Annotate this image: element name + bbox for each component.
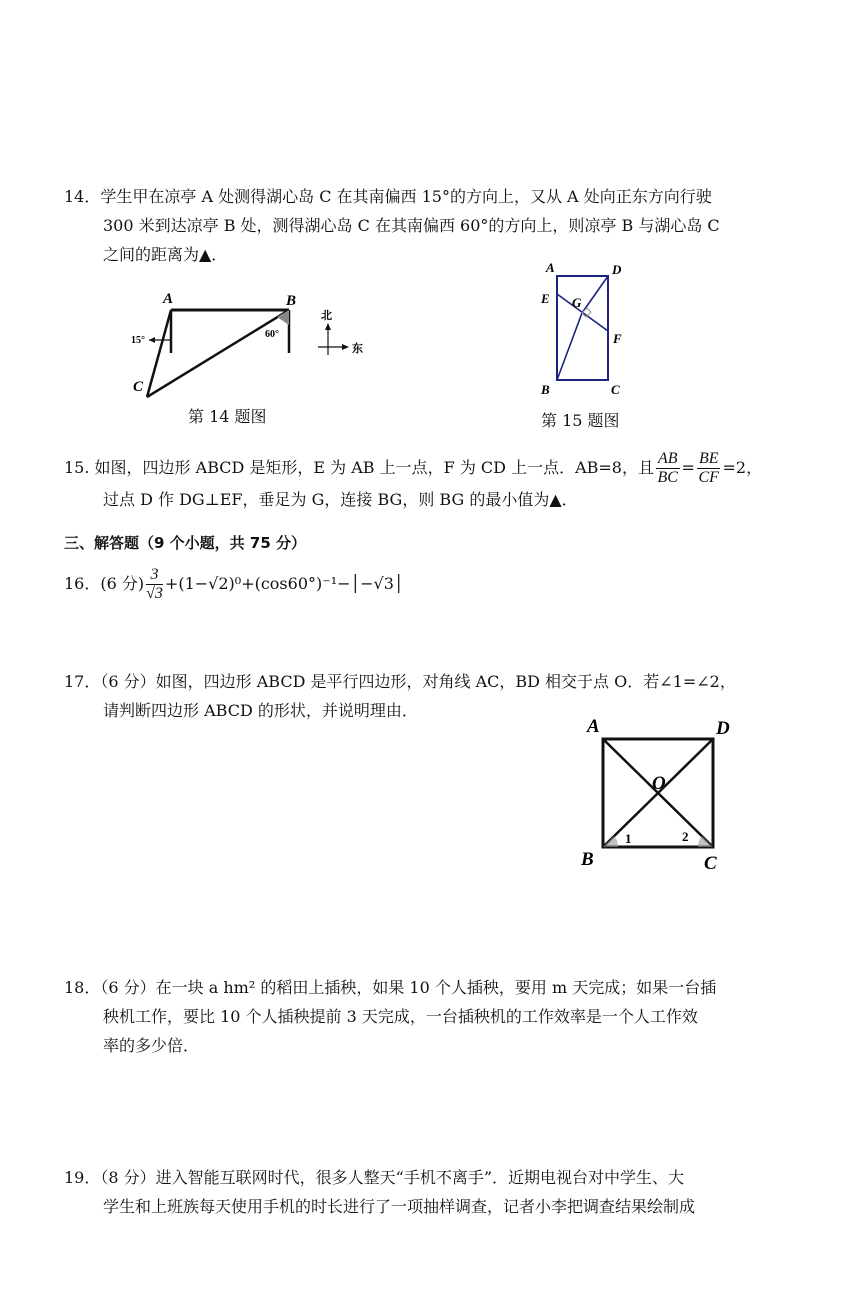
fig14-label-b: B <box>286 293 297 309</box>
fig14-angle-60-label: 60° <box>265 329 279 340</box>
q16-number: 16． <box>64 574 101 593</box>
fig17-label-o: O <box>652 773 666 794</box>
q15-frac1-bottom: BC <box>657 469 678 486</box>
q16-expression: +(1−√2)⁰+(cos60°)⁻¹−│−√3│ <box>164 574 404 593</box>
fig17-angle-1-mark <box>603 836 618 847</box>
q17-line1 <box>64 672 736 692</box>
q14-text-1: 学生甲在凉亭 A 处测得湖心岛 C 在其南偏西 15°的方向上，又从 A 处向正东方向行驶 <box>100 187 712 206</box>
q18-line3: 率的多少倍． <box>103 1036 200 1055</box>
q18-number: 18． <box>64 978 101 997</box>
q15-line1 <box>64 448 762 488</box>
q15-text-before: 如图，四边形 ABCD 是矩形，E 为 AB 上一点，F 为 CD 上一点．AB=8，且 <box>94 458 654 477</box>
q18-text-1: （6 分）在一块 a hm² 的稻田上插秧，如果 10 个人插秧，要用 m 天完成；如果一台插 <box>100 978 717 997</box>
fig17-angle-2-label: 2 <box>682 829 689 844</box>
fig14-label-a: A <box>163 291 174 307</box>
section-3-title: 三、解答题（9 个小题，共 75 分） <box>64 534 306 552</box>
fig14-angle-15-label: 15° <box>131 335 145 346</box>
figure-17 <box>578 712 738 877</box>
q19-number: 19． <box>64 1168 101 1187</box>
q16-line <box>64 564 404 604</box>
q15-fraction-be-cf <box>697 450 721 487</box>
q17-line2: 请判断四边形 ABCD 的形状，并说明理由． <box>103 701 418 720</box>
fig15-label-g: G <box>572 295 582 310</box>
fig15-segment-dg <box>582 276 608 313</box>
q16-frac-bottom: √3 <box>146 585 163 602</box>
fig15-label-a: A <box>546 260 555 275</box>
fig17-label-a: A <box>587 716 600 737</box>
q15-frac1-top: AB <box>657 450 678 467</box>
fig15-rectangle <box>557 276 608 380</box>
q16-fraction <box>146 566 163 603</box>
fig17-label-b: B <box>581 849 594 870</box>
fig14-compass-east-label: 东 <box>352 343 363 355</box>
q14-number: 14． <box>64 187 101 206</box>
q16-frac-top: 3 <box>146 566 163 585</box>
fig15-label-e: E <box>541 291 550 306</box>
q15-fraction-ab-bc <box>656 450 680 487</box>
q15-equals: = <box>681 458 695 477</box>
q14-line1 <box>64 187 712 207</box>
fig15-label-f: F <box>613 331 622 346</box>
fig15-segment-bg <box>557 313 582 380</box>
fig14-label-c: C <box>133 379 144 395</box>
q15-text-after: =2， <box>722 458 763 477</box>
q17-text-1: （6 分）如图，四边形 ABCD 是平行四边形，对角线 AC，BD 相交于点 O．若∠1=∠2， <box>100 672 736 691</box>
q15-frac2-bottom: CF <box>698 469 719 486</box>
fig17-angle-2-mark <box>698 836 713 847</box>
q18-line1 <box>64 978 716 998</box>
fig14-compass-east-arrow <box>342 344 349 350</box>
q16-score: (6 分) <box>100 574 145 593</box>
q18-line2: 秧机工作，要比 10 个人插秧提前 3 天完成，一台插秧机的工作效率是一个人工作效 <box>103 1007 698 1026</box>
fig15-label-c: C <box>611 382 620 397</box>
fig14-arrowhead-west <box>149 337 155 343</box>
fig14-compass-north-arrow <box>325 323 331 330</box>
q15-number: 15. <box>64 458 90 477</box>
q14-line3: 之间的距离为▲． <box>103 245 228 264</box>
fig17-label-c: C <box>704 853 717 874</box>
q19-line1 <box>64 1168 684 1188</box>
figure-14 <box>125 285 375 400</box>
fig15-label-b: B <box>541 382 550 397</box>
fig17-label-d: D <box>716 718 730 739</box>
fig17-angle-1-label: 1 <box>625 831 632 846</box>
q15-line2: 过点 D 作 DG⊥EF，垂足为 G，连接 BG，则 BG 的最小值为▲． <box>103 490 578 509</box>
q19-text-1: （8 分）进入智能互联网时代，很多人整天“手机不离手”．近期电视台对中学生、大 <box>100 1168 685 1187</box>
q14-line2: 300 米到达凉亭 B 处，测得湖心岛 C 在其南偏西 60°的方向上，则凉亭 B 与湖心岛 C <box>103 216 720 235</box>
fig14-compass-north-label: 北 <box>321 310 332 322</box>
figure-15 <box>535 258 635 398</box>
q19-line2: 学生和上班族每天使用手机的时长进行了一项抽样调查，记者小李把调查结果绘制成 <box>103 1197 696 1216</box>
q15-frac2-top: BE <box>698 450 719 467</box>
fig15-label-d: D <box>612 262 622 277</box>
q17-number: 17． <box>64 672 101 691</box>
fig15-caption: 第 15 题图 <box>541 411 620 430</box>
fig14-caption: 第 14 题图 <box>188 407 267 426</box>
